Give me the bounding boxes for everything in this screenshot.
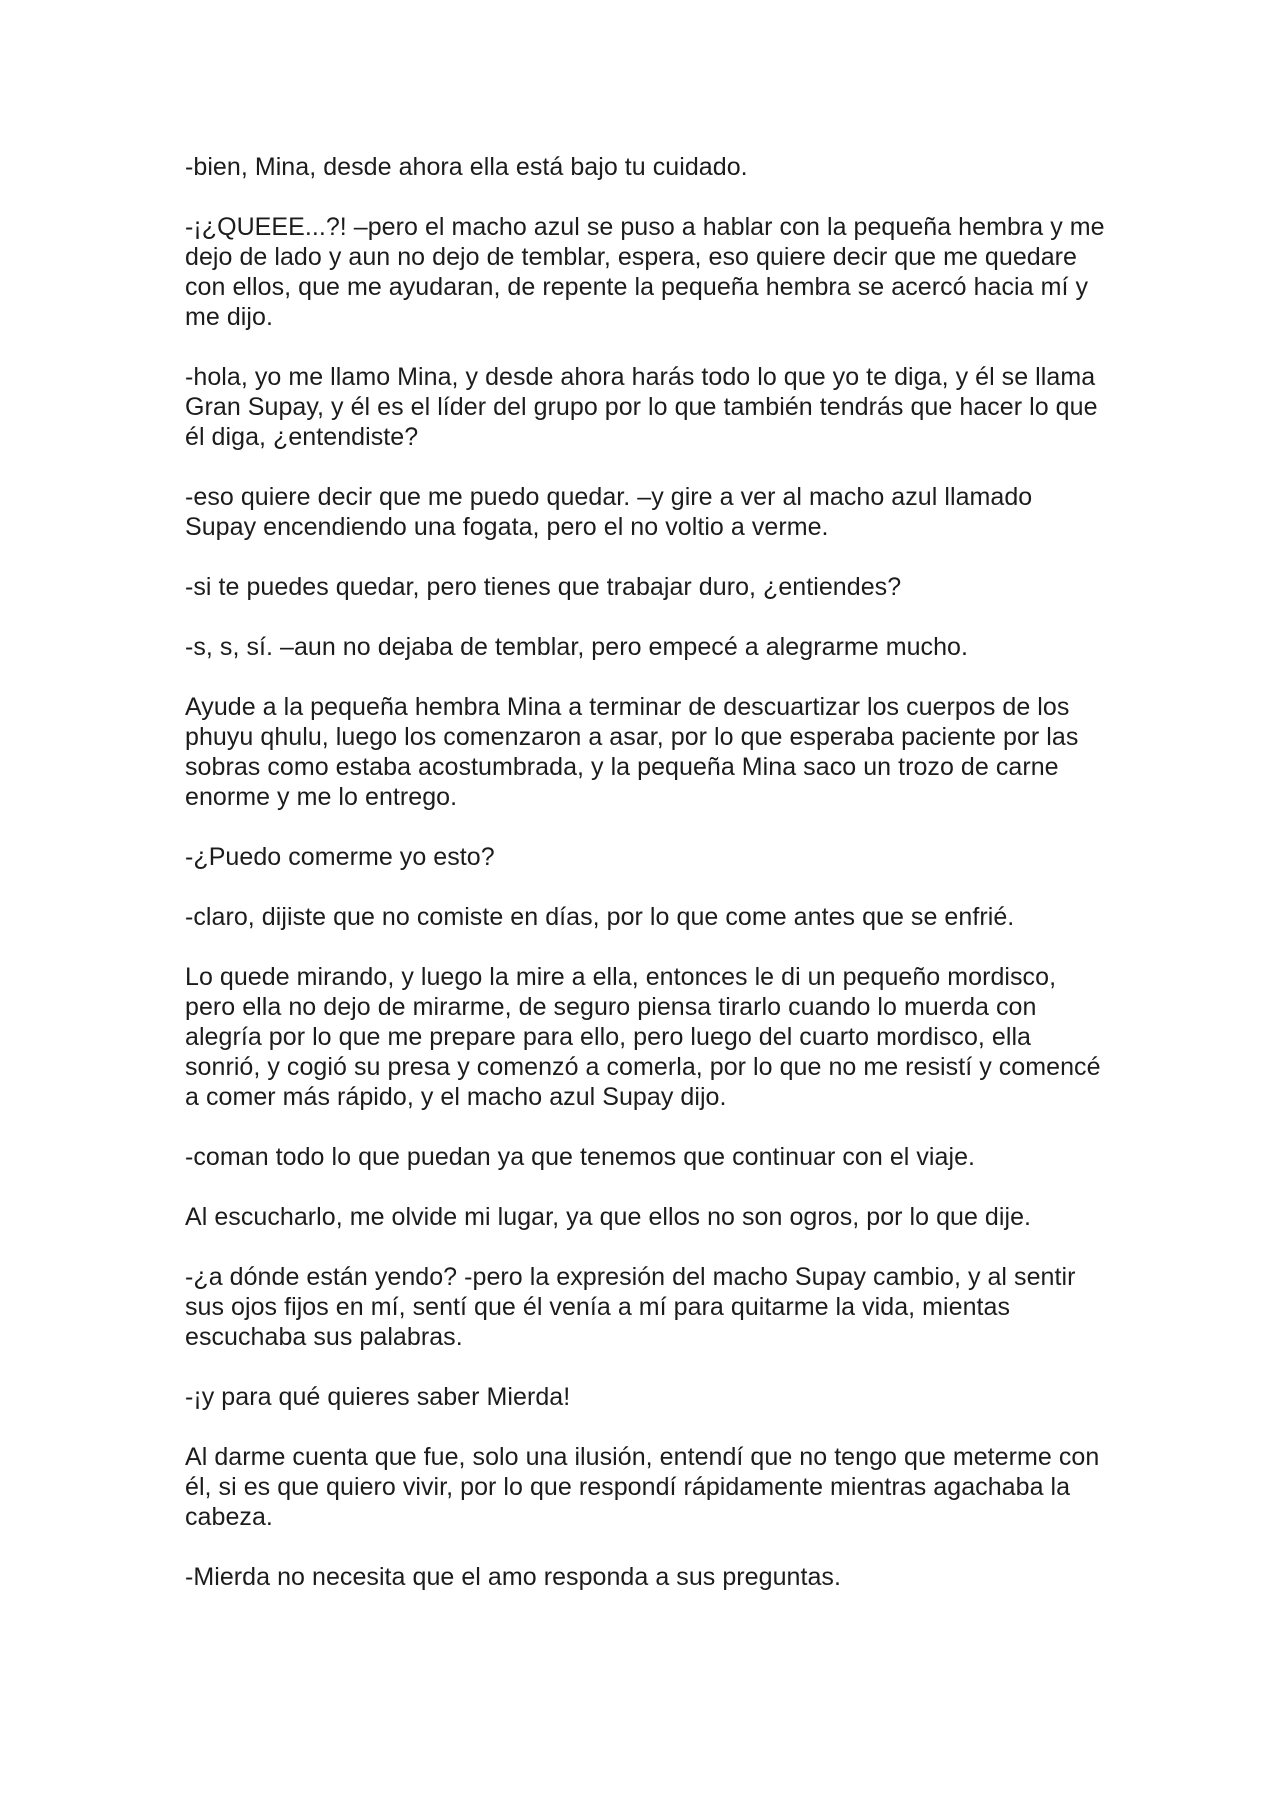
paragraph: Ayude a la pequeña hembra Mina a terminar de descuartizar los cuerpos de los phuyu qhulu, luego los comenzaron a asar, por lo que esperaba paciente por las sobras como estaba acostumbrada, y la pequeña Mina saco un trozo de carne enorme y me lo entrego. (185, 693, 1079, 811)
document-body (185, 152, 1105, 1622)
paragraph: Lo quede mirando, y luego la mire a ella, entonces le di un pequeño mordisco, pero ella no dejo de mirarme, de seguro piensa tirarlo cuando lo muerda con alegría por lo que me prepare para ello, pero luego del cuarto mordisco, ella sonrió, y cogió su presa y comenzó a comerla, por lo que no me resistí y comencé a comer más rápido, y el macho azul Supay dijo. (185, 963, 1101, 1111)
paragraph: -eso quiere decir que me puedo quedar. –y gire a ver al macho azul llamado Supay encendiendo una fogata, pero el no voltio a verme. (185, 483, 1033, 541)
paragraph: -s, s, sí. –aun no dejaba de temblar, pero empecé a alegrarme mucho. (185, 633, 969, 661)
paragraph: -Mierda no necesita que el amo responda a sus preguntas. (185, 1563, 841, 1591)
paragraph: -claro, dijiste que no comiste en días, por lo que come antes que se enfrié. (185, 903, 1015, 931)
paragraph: -¡y para qué quieres saber Mierda! (185, 1383, 571, 1411)
paragraph: -¿a dónde están yendo? -pero la expresión del macho Supay cambio, y al sentir sus ojos fijos en mí, sentí que él venía a mí para quitarme la vida, mientas escuchaba sus palabras. (185, 1263, 1076, 1351)
paragraph: -¡¿QUEEE...?! –pero el macho azul se puso a hablar con la pequeña hembra y me dejo de lado y aun no dejo de temblar, espera, eso quiere decir que me quedare con ellos, que me ayudaran, de repente la pequeña hembra se acercó hacia mí y me dijo. (185, 213, 1105, 331)
paragraph: -si te puedes quedar, pero tienes que trabajar duro, ¿entiendes? (185, 573, 902, 601)
paragraph: -¿Puedo comerme yo esto? (185, 843, 495, 871)
paragraph: -coman todo lo que puedan ya que tenemos que continuar con el viaje. (185, 1143, 976, 1171)
paragraph: Al escucharlo, me olvide mi lugar, ya que ellos no son ogros, por lo que dije. (185, 1203, 1032, 1231)
paragraph: -bien, Mina, desde ahora ella está bajo tu cuidado. (185, 153, 748, 181)
paragraph: Al darme cuenta que fue, solo una ilusión, entendí que no tengo que meterme con él, si es que quiero vivir, por lo que respondí rápidamente mientras agachaba la cabeza. (185, 1443, 1100, 1531)
paragraph: -hola, yo me llamo Mina, y desde ahora harás todo lo que yo te diga, y él se llama Gran Supay, y él es el líder del grupo por lo que también tendrás que hacer lo que él diga, ¿entendiste? (185, 363, 1098, 451)
